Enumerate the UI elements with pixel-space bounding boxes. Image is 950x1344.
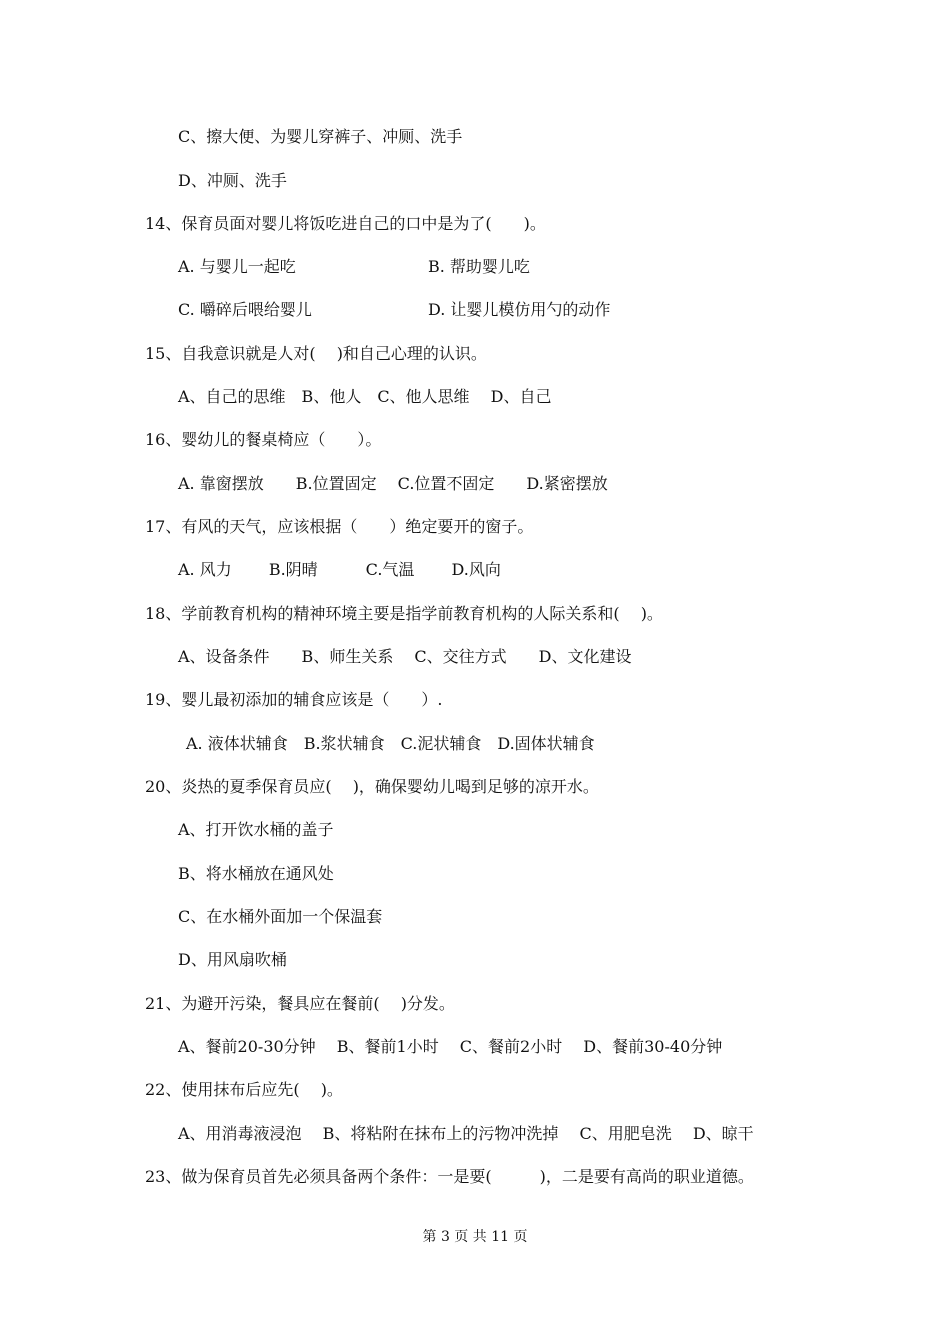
option-c-20: C、在水桶外面加一个保温套	[178, 907, 383, 926]
question-16: 16、婴幼儿的餐桌椅应（ ）。	[145, 430, 382, 449]
option-a-20: A、打开饮水桶的盖子	[178, 820, 334, 839]
option-c-13: C、擦大便、为婴儿穿裤子、冲厕、洗手	[178, 127, 463, 146]
question-21: 21、为避开污染，餐具应在餐前( )分发。	[145, 994, 455, 1013]
option-a-14: A. 与婴儿一起吃	[178, 257, 296, 276]
question-23: 23、做为保育员首先必须具备两个条件：一是要( )，二是要有高尚的职业道德。	[145, 1167, 754, 1186]
question-20: 20、炎热的夏季保育员应( )，确保婴幼儿喝到足够的凉开水。	[145, 777, 599, 796]
options-15: A、自己的思维 B、他人 C、他人思维 D、自己	[178, 387, 552, 406]
question-15: 15、自我意识就是人对( )和自己心理的认识。	[145, 344, 487, 363]
options-21: A、餐前20-30分钟 B、餐前1小时 C、餐前2小时 D、餐前30-40分钟	[178, 1037, 723, 1056]
option-d-13: D、冲厕、洗手	[178, 171, 287, 190]
options-18: A、设备条件 B、师生关系 C、交往方式 D、文化建设	[178, 647, 632, 666]
question-17: 17、有风的天气，应该根据（ ）绝定要开的窗子。	[145, 517, 534, 536]
options-17: A. 风力 B.阴晴 C.气温 D.风向	[178, 560, 501, 579]
question-19: 19、婴儿最初添加的辅食应该是（ ）.	[145, 690, 443, 709]
option-d-20: D、用风扇吹桶	[178, 950, 287, 969]
page-footer: 第 3 页 共 11 页	[422, 1229, 528, 1245]
options-19: A. 液体状辅食 B.浆状辅食 C.泥状辅食 D.固体状辅食	[186, 734, 595, 753]
question-18: 18、学前教育机构的精神环境主要是指学前教育机构的人际关系和( )。	[145, 604, 663, 623]
option-d-14: D. 让婴儿模仿用勺的动作	[428, 300, 611, 319]
question-14: 14、保育员面对婴儿将饭吃进自己的口中是为了( )。	[145, 214, 546, 233]
option-b-20: B、将水桶放在通风处	[178, 864, 334, 883]
question-22: 22、使用抹布后应先( )。	[145, 1080, 343, 1099]
option-c-14: C. 嚼碎后喂给婴儿	[178, 300, 312, 319]
options-22: A、用消毒液浸泡 B、将粘附在抹布上的污物冲洗掉 C、用肥皂洗 D、晾干	[178, 1124, 754, 1143]
option-b-14: B. 帮助婴儿吃	[428, 257, 530, 276]
options-16: A. 靠窗摆放 B.位置固定 C.位置不固定 D.紧密摆放	[178, 474, 608, 493]
